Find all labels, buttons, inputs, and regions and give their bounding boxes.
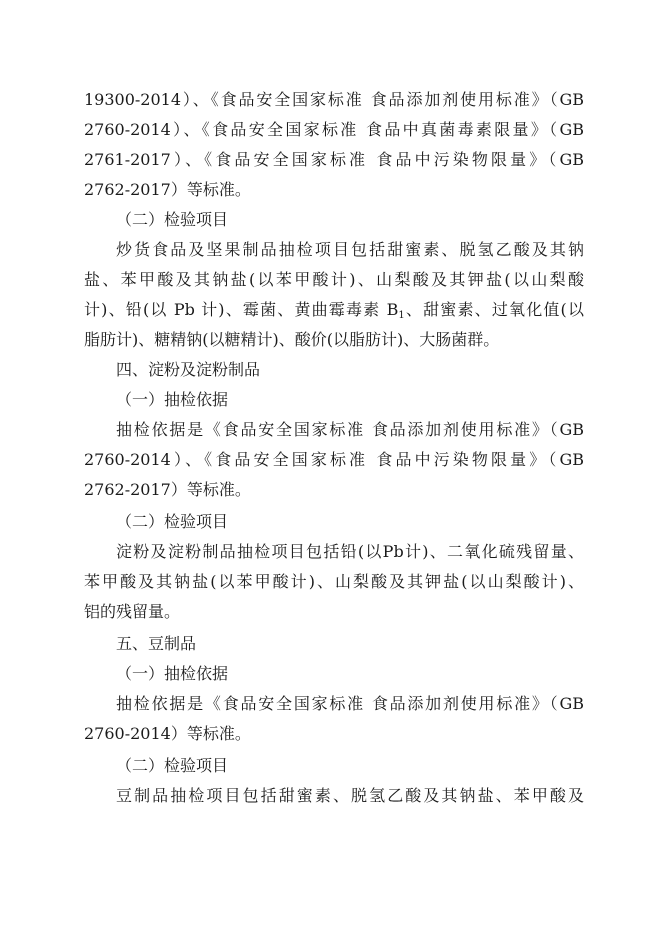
subscript-1: 1 (398, 310, 405, 321)
section-heading: （二）检验项目 (116, 210, 229, 229)
paragraph-line: 豆制品抽检项目包括甜蜜素、脱氢乙酸及其钠盐、苯甲酸及 (116, 786, 584, 805)
paragraph-line: 2762-2017）等标准。 (84, 480, 251, 499)
subsection-heading: （二）检验项目 (116, 756, 229, 775)
paragraph-line: 2760-2014）等标准。 (84, 724, 251, 743)
subsection-heading: （一）抽检依据 (116, 664, 229, 683)
paragraph-line: 苯甲酸及其钠盐(以苯甲酸计)、山梨酸及其钾盐(以山梨酸计)、 (84, 572, 584, 591)
paragraph-line: 抽检依据是《食品安全国家标准 食品添加剂使用标准》（GB (116, 694, 584, 713)
paragraph-line: 2761-2017）、《食品安全国家标准 食品中污染物限量》（GB (84, 150, 584, 169)
subsection-heading: （二）检验项目 (116, 512, 229, 531)
paragraph-line: 2762-2017）等标准。 (84, 180, 251, 199)
paragraph-line: 淀粉及淀粉制品抽检项目包括铅(以Pb计)、二氧化硫残留量、 (116, 542, 584, 561)
line-text-after: 、甜蜜素、过氧化值(以 (404, 300, 584, 319)
paragraph-line: 2760-2014）、《食品安全国家标准 食品中真菌毒素限量》（GB (84, 120, 584, 139)
subsection-heading: （一）抽检依据 (116, 390, 229, 409)
section-heading: 五、豆制品 (116, 634, 197, 653)
paragraph-line: 炒货食品及坚果制品抽检项目包括甜蜜素、脱氢乙酸及其钠 (116, 240, 584, 259)
paragraph-line: 19300-2014）、《食品安全国家标准 食品添加剂使用标准》（GB (84, 90, 584, 109)
section-heading: 四、淀粉及淀粉制品 (116, 360, 261, 379)
paragraph-line: 2760-2014）、《食品安全国家标准 食品中污染物限量》（GB (84, 450, 584, 469)
paragraph-line: 抽检依据是《食品安全国家标准 食品添加剂使用标准》（GB (116, 420, 584, 439)
paragraph-line-with-subscript (84, 298, 584, 322)
paragraph-line: 铝的残留量。 (84, 602, 181, 621)
paragraph-line: 盐、苯甲酸及其钠盐(以苯甲酸计)、山梨酸及其钾盐(以山梨酸 (84, 270, 584, 289)
paragraph-line: 脂肪计)、糖精钠(以糖精计)、酸价(以脂肪计)、大肠菌群。 (84, 330, 500, 349)
line-text-before: 计)、铅(以 Pb 计)、霉菌、黄曲霉毒素 B (84, 300, 399, 319)
